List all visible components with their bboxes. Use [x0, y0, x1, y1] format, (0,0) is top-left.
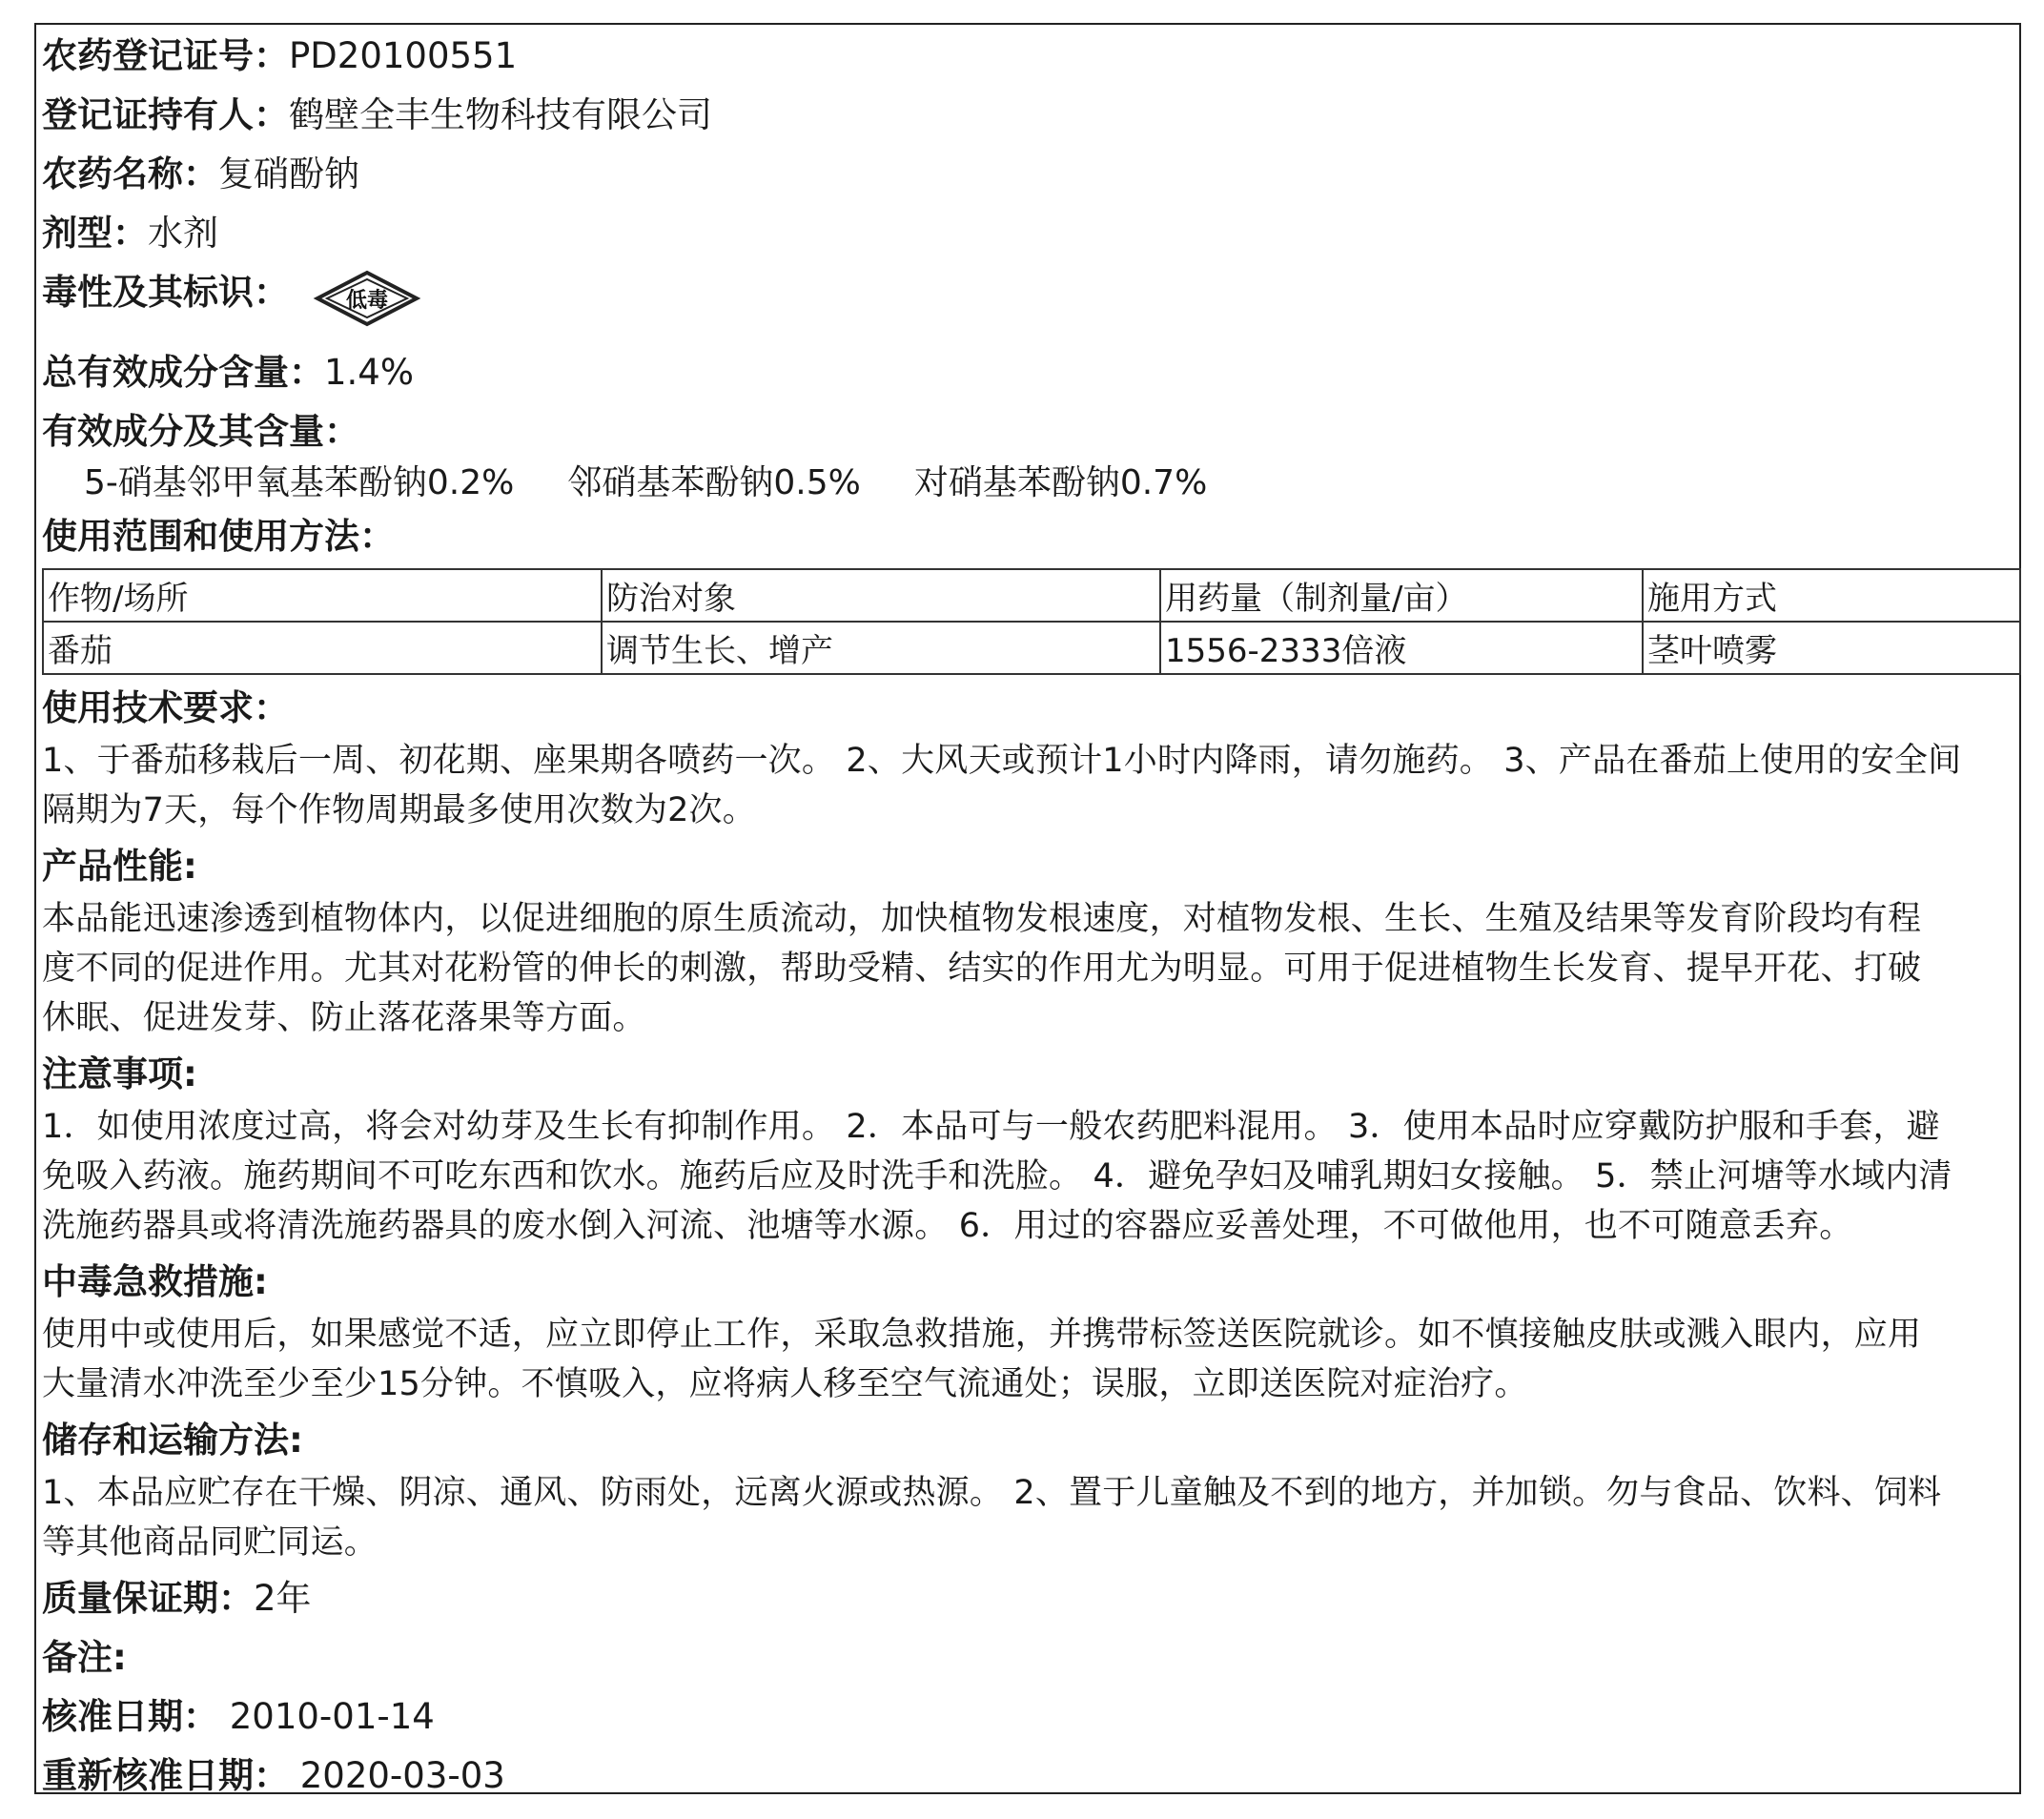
text-line: 1．如使用浓度过高，将会对幼芽及生长有抑制作用。 2．本品可与一般农药肥料混用。 3．使用本品时应穿戴防护服和手套，避 [42, 1108, 1940, 1146]
low-toxicity-text: 低毒 [345, 288, 389, 313]
text-line: 1、于番茄移栽后一周、初花期、座果期各喷药一次。 2、大风天或预计1小时内降雨，请勿施药。 3、产品在番茄上使用的安全间 [42, 742, 1962, 780]
first-aid-text [42, 1310, 2013, 1409]
header-target: 防治对象 [602, 569, 1160, 622]
registration-no-value: PD20100551 [289, 35, 518, 76]
usage-label: 使用范围和使用方法： [42, 516, 395, 557]
text-line: 使用中或使用后，如果感觉不适，应立即停止工作，采取急救措施，并携带标签送医院就诊。如不慎接触皮肤或溅入眼内，应用 [42, 1316, 1922, 1354]
cell-crop: 番茄 [43, 622, 602, 674]
text-line: 度不同的促进作用。尤其对花粉管的伸长的刺激，帮助受精、结实的作用尤为明显。可用于促进植物生长发育、提早开花、打破 [42, 950, 1922, 988]
cell-target: 调节生长、增产 [602, 622, 1160, 674]
pesticide-label-document [34, 23, 2021, 1794]
reapproval-date-label: 重新核准日期： [42, 1755, 289, 1796]
toxicity-label: 毒性及其标识： [42, 272, 289, 313]
pesticide-name-label: 农药名称： [42, 153, 218, 194]
formulation-value: 水剂 [148, 213, 218, 254]
ingredient-item: 对硝基苯酚钠0.7% [913, 463, 1208, 502]
text-line: 1、本品应贮存在干燥、阴凉、通风、防雨处，远离火源或热源。 2、置于儿童触及不到的地方，并加锁。勿与食品、饮料、饲料 [42, 1474, 1942, 1512]
performance-label: 产品性能: [42, 846, 197, 887]
text-line: 休眠、促进发芽、防止落花落果等方面。 [42, 999, 646, 1037]
total-content-value: 1.4% [324, 352, 414, 393]
header-crop: 作物/场所 [43, 569, 602, 622]
total-content-row [42, 351, 2013, 395]
ingredients-heading [42, 410, 2013, 454]
table-row [43, 622, 2020, 674]
usage-table-header [43, 569, 2020, 622]
usage-table [42, 568, 2021, 675]
remarks-label: 备注: [42, 1637, 127, 1678]
shelf-life-label: 质量保证期： [42, 1578, 254, 1619]
storage-label: 储存和运输方法: [42, 1420, 303, 1461]
holder-row [42, 93, 2013, 137]
ingredients-list [84, 461, 2013, 505]
performance-text [42, 894, 2013, 1043]
remarks-row [42, 1636, 2013, 1680]
text-line: 隔期为7天，每个作物周期最多使用次数为2次。 [42, 791, 756, 829]
precautions-label: 注意事项: [42, 1053, 197, 1094]
header-dosage: 用药量（制剂量/亩） [1160, 569, 1643, 622]
registration-no-row [42, 34, 2013, 78]
reapproval-date-value: 2020-03-03 [299, 1755, 505, 1796]
tech-requirements-label: 使用技术要求： [42, 687, 289, 728]
approval-date-row [42, 1695, 2013, 1739]
formulation-label: 剂型： [42, 213, 148, 254]
shelf-life-row [42, 1577, 2013, 1621]
pesticide-name-row [42, 153, 2013, 196]
total-content-label: 总有效成分含量： [42, 352, 324, 393]
cell-dosage: 1556-2333倍液 [1160, 622, 1643, 674]
precautions-text [42, 1102, 2013, 1251]
text-line: 等其他商品同贮同运。 [42, 1523, 378, 1562]
header-method: 施用方式 [1643, 569, 2020, 622]
registration-no-label: 农药登记证号： [42, 35, 289, 76]
shelf-life-value: 2年 [254, 1578, 312, 1619]
first-aid-label: 中毒急救措施: [42, 1261, 268, 1302]
holder-value: 鹤壁全丰生物科技有限公司 [289, 94, 712, 135]
approval-date-label: 核准日期： [42, 1696, 218, 1737]
toxicity-row [42, 271, 2013, 337]
text-line: 大量清水冲洗至少至少15分钟。不慎吸入，应将病人移至空气流通处；误服，立即送医院对症治疗。 [42, 1365, 1528, 1403]
formulation-row [42, 212, 2013, 255]
text-line: 洗施药器具或将清洗施药器具的废水倒入河流、池塘等水源。 6．用过的容器应妥善处理，不可做他用，也不可随意丢弃。 [42, 1207, 1853, 1245]
holder-label: 登记证持有人： [42, 94, 289, 135]
text-line: 免吸入药液。施药期间不可吃东西和饮水。施药后应及时洗手和洗脸。 4．避免孕妇及哺乳期妇女接触。 5．禁止河塘等水域内清 [42, 1157, 1952, 1196]
approval-date-value: 2010-01-14 [229, 1696, 435, 1737]
tech-requirements-text [42, 736, 2013, 835]
text-line: 本品能迅速渗透到植物体内，以促进细胞的原生质流动，加快植物发根速度，对植物发根、生长、生殖及结果等发育阶段均有程 [42, 900, 1922, 938]
cell-method: 茎叶喷雾 [1643, 622, 2020, 674]
low-toxicity-icon [312, 267, 422, 340]
ingredient-item: 邻硝基苯酚钠0.5% [567, 463, 861, 502]
pesticide-name-value: 复硝酚钠 [218, 153, 359, 194]
ingredient-item: 5-硝基邻甲氧基苯酚钠0.2% [84, 463, 515, 502]
ingredients-label: 有效成分及其含量： [42, 411, 359, 452]
storage-text [42, 1468, 2013, 1567]
reapproval-date-row [42, 1754, 2013, 1798]
